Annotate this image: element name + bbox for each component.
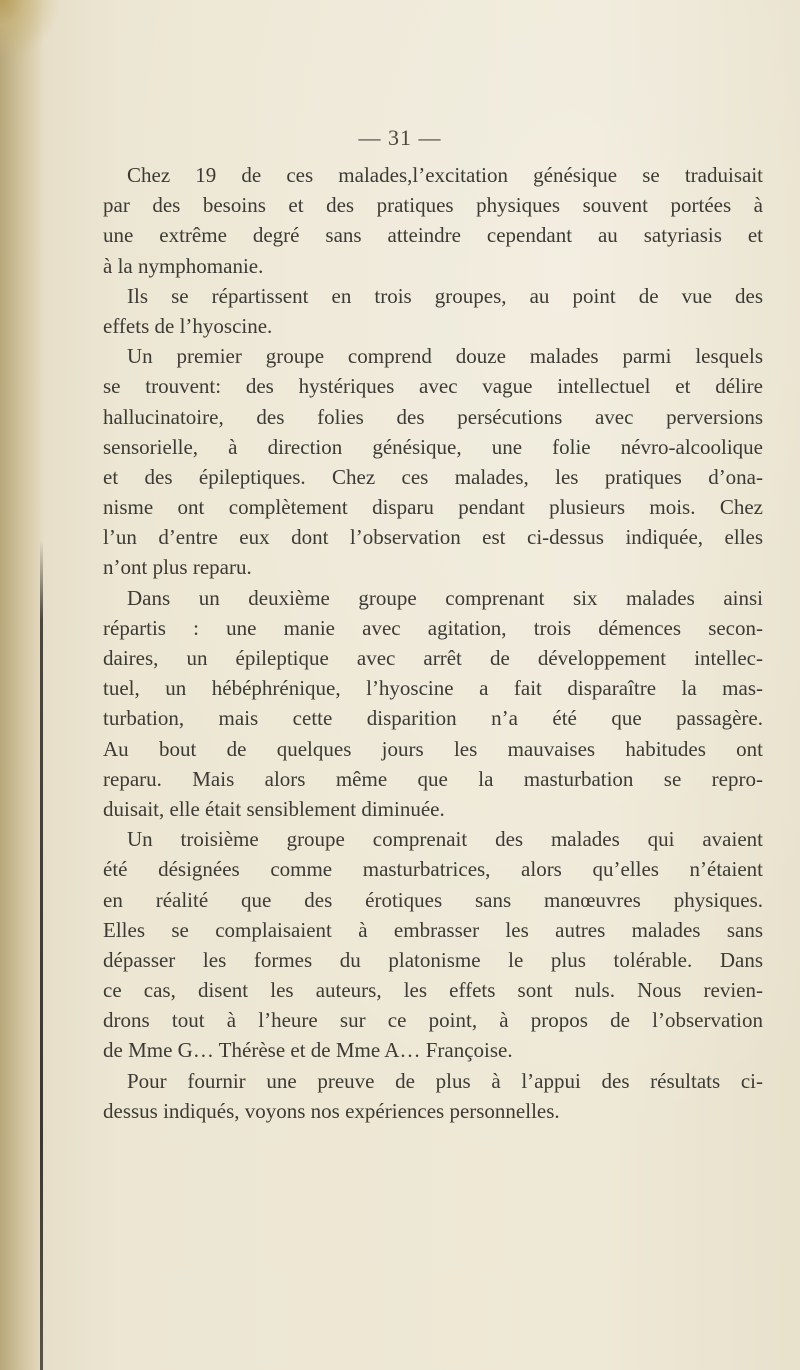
text-line: dépasser les formes du platonisme le plus tolérable. Dans	[103, 947, 763, 972]
text-line: Ils se répartissent en trois groupes, au point de vue des	[127, 283, 763, 308]
text-line: reparu. Mais alors même que la masturbation se repro-	[103, 766, 763, 791]
text-line: Elles se complaisaient à embrasser les autres malades sans	[103, 917, 763, 942]
text-line: Au bout de quelques jours les mauvaises habitudes ont	[103, 736, 763, 761]
text-line: et des épileptiques. Chez ces malades, les pratiques d’ona-	[103, 464, 763, 489]
text-line: en réalité que des érotiques sans manœuvres physiques.	[103, 887, 763, 912]
text-line: Dans un deuxième groupe comprenant six malades ainsi	[127, 585, 763, 610]
text-line: nisme ont complètement disparu pendant plusieurs mois. Chez	[103, 495, 763, 520]
text-line: Pour fournir une preuve de plus à l’appui des résultats ci-	[127, 1068, 763, 1093]
text-line: effets de l’hyoscine.	[103, 313, 273, 338]
text-line: répartis : une manie avec agitation, trois démences secon-	[103, 615, 763, 640]
text-line: ce cas, disent les auteurs, les effets sont nuls. Nous revien-	[103, 978, 763, 1003]
text-line: sensorielle, à direction génésique, une folie névro-alcoolique	[103, 434, 763, 459]
binding-gutter	[0, 0, 44, 1370]
text-line: hallucinatoire, des folies des persécutions avec perversions	[103, 404, 763, 429]
text-line: drons tout à l’heure sur ce point, à propos de l’observation	[103, 1008, 763, 1033]
text-line: tuel, un hébéphrénique, l’hyoscine a fait disparaître la mas-	[103, 676, 763, 701]
text-line: Chez 19 de ces malades,l’excitation génésique se traduisait	[127, 163, 763, 187]
page-number: — 31 —	[358, 125, 442, 150]
text-line: l’un d’entre eux dont l’observation est ci-dessus indiquée, elles	[103, 525, 763, 550]
text-line: une extrême degré sans atteindre cependant au satyriasis et	[103, 223, 763, 248]
text-line: été désignées comme masturbatrices, alors qu’elles n’étaient	[103, 857, 763, 882]
text-line: daires, un épileptique avec arrêt de développement intellec-	[103, 646, 763, 670]
text-line: n’ont plus reparu.	[103, 555, 252, 580]
binding-edge-line	[40, 540, 43, 1370]
text-line: à la nymphomanie.	[103, 253, 264, 278]
text-line: Un premier groupe comprend douze malades parmi lesquels	[127, 344, 763, 369]
body-text	[103, 160, 763, 1126]
text-line: de Mme G… Thérèse et de Mme A… Françoise.	[103, 1038, 513, 1063]
text-line: dessus indiqués, voyons nos expériences personnelles.	[103, 1098, 560, 1123]
text-line: Un troisième groupe comprenait des malades qui avaient	[127, 827, 763, 852]
corner-stain	[0, 0, 60, 60]
text-line: turbation, mais cette disparition n’a été que passagère.	[103, 706, 763, 731]
text-line: se trouvent: des hystériques avec vague intellectuel et délire	[103, 374, 763, 399]
text-line: par des besoins et des pratiques physiques souvent portées à	[103, 193, 763, 218]
text-line: duisait, elle était sensiblement diminuée.	[103, 796, 445, 821]
